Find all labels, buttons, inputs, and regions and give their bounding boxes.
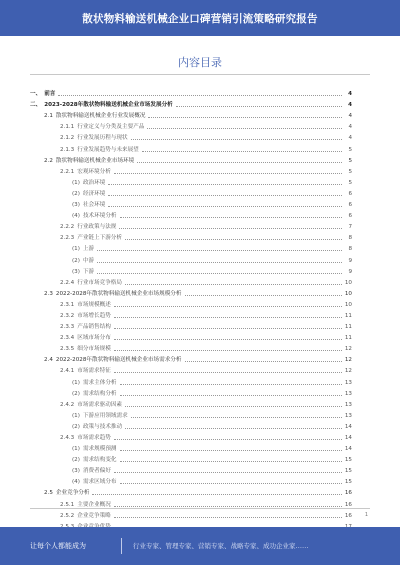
toc-entry[interactable] — [30, 419, 352, 430]
toc-entry-page: 12 — [344, 357, 352, 364]
toc-entry-text: 产品销售结构 — [77, 324, 111, 331]
toc-entry-number: 2.3.5 — [60, 346, 75, 353]
toc-entry[interactable] — [30, 386, 352, 397]
toc-entry-page: 13 — [344, 390, 352, 397]
toc-entry-text: 行业发展历程与现状 — [77, 135, 128, 142]
toc-entry-text: 散状物料输送机械企业市场环境 — [55, 157, 135, 164]
toc-entry-text: 2023-2028年散状物料输送机械企业市场发展分析 — [44, 102, 173, 109]
toc-leader-dots — [97, 272, 342, 274]
toc-entry-number: 2.2.2 — [60, 224, 75, 231]
toc-entry-page: 15 — [344, 457, 352, 464]
toc-entry-page: 14 — [344, 446, 352, 453]
toc-leader-dots — [131, 138, 342, 140]
toc-entry-number: 2.5.1 — [60, 501, 75, 508]
toc-entry-text: 需求区域分布 — [82, 479, 117, 486]
toc-entry-page: 11 — [344, 324, 352, 331]
toc-entry[interactable] — [30, 164, 352, 175]
toc-entry-page: 9 — [348, 257, 352, 264]
toc-leader-dots — [120, 394, 342, 396]
toc-entry[interactable] — [30, 275, 352, 286]
toc-entry-number: 2.3.4 — [60, 335, 75, 342]
toc-entry-text: 2022-2028年散状物料输送机械企业市场规模分析 — [55, 290, 182, 297]
toc-leader-dots — [92, 493, 342, 495]
toc-entry-number: 2.1.2 — [60, 135, 75, 142]
toc-entry-text: 行业发展趋势与未来展望 — [77, 146, 139, 153]
toc-entry-number: (3) — [72, 268, 80, 275]
toc-entry-number: 2.3.2 — [60, 312, 75, 319]
toc-leader-dots — [114, 471, 342, 473]
toc-entry-number: 2.5 — [44, 490, 53, 497]
toc-entry-number: 2.4 — [44, 357, 53, 364]
toc-entry[interactable] — [30, 186, 352, 197]
toc-entry[interactable] — [30, 452, 352, 463]
footer-divider — [121, 538, 122, 554]
toc-entry-text: 技术环境分析 — [82, 213, 117, 220]
toc-leader-dots — [97, 261, 342, 263]
table-of-contents — [30, 86, 352, 530]
toc-entry[interactable] — [30, 208, 352, 219]
toc-entry-page: 4 — [348, 124, 352, 131]
toc-entry-text: 需求结构分析 — [82, 390, 117, 397]
toc-bottom-rule — [30, 508, 370, 509]
toc-entry[interactable] — [30, 496, 352, 507]
toc-entry[interactable] — [30, 508, 352, 519]
toc-heading: 内容目录 — [178, 56, 222, 69]
toc-leader-dots — [176, 105, 342, 107]
toc-entry-text: 市场需求特征 — [77, 368, 111, 375]
toc-entry-text: 散状物料输送机械企业行业发展概况 — [55, 113, 146, 120]
header-band — [0, 0, 400, 36]
toc-leader-dots — [142, 150, 342, 152]
toc-entry-page: 10 — [344, 279, 352, 286]
toc-leader-dots — [125, 427, 342, 429]
toc-entry-text: 市场增长趋势 — [77, 312, 111, 319]
footer-tagline: 行业专家、管理专家、营销专家、战略专家、成功企业家…… — [133, 542, 309, 550]
footer-band — [0, 527, 400, 565]
toc-entry[interactable] — [30, 319, 352, 330]
toc-entry-page: 8 — [348, 246, 352, 253]
toc-entry-text: 需求结构变化 — [82, 457, 117, 464]
toc-entry[interactable] — [30, 175, 352, 186]
toc-entry-number: (3) — [72, 468, 80, 475]
page-number: 1 — [364, 512, 368, 518]
toc-entry-page: 5 — [348, 146, 352, 153]
toc-entry-page: 12 — [344, 346, 352, 353]
toc-entry[interactable] — [30, 341, 352, 352]
toc-entry-text: 企业竞争策略 — [77, 512, 111, 519]
toc-entry[interactable] — [30, 264, 352, 275]
toc-leader-dots — [120, 383, 342, 385]
toc-entry-page: 13 — [344, 412, 352, 419]
toc-entry-page: 16 — [344, 501, 352, 508]
toc-entry-text: 行业市场竞争格局 — [77, 279, 122, 286]
toc-entry-number: 2.2 — [44, 157, 53, 164]
toc-entry-text: 2022-2028年散状物料输送机械企业市场需求分析 — [55, 357, 182, 364]
toc-entry-page: 4 — [348, 113, 352, 120]
toc-entry[interactable] — [30, 153, 352, 164]
toc-leader-dots — [185, 294, 343, 296]
toc-leader-dots — [114, 349, 342, 351]
toc-entry-number: (1) — [72, 446, 80, 453]
toc-leader-dots — [120, 482, 342, 484]
toc-entry[interactable] — [30, 330, 352, 341]
toc-entry-page: 6 — [348, 213, 352, 220]
toc-entry-page: 4 — [348, 135, 352, 142]
toc-entry-page: 13 — [344, 401, 352, 408]
toc-entry[interactable] — [30, 197, 352, 208]
footer-slogan: 让每个人都能成为 — [30, 542, 86, 550]
toc-leader-dots — [125, 283, 342, 285]
toc-entry-number: 2.5.2 — [60, 512, 75, 519]
toc-entry-number: 2.2.1 — [60, 168, 75, 175]
toc-entry-page: 5 — [348, 157, 352, 164]
toc-entry-text: 行业定义与分类及主要产品 — [77, 124, 145, 131]
toc-entry-number: 二、 — [30, 102, 42, 109]
toc-entry-text: 区域市场分布 — [77, 335, 111, 342]
toc-entry-text: 政策与技术推动 — [82, 423, 123, 430]
toc-entry-text: 细分市场规模 — [77, 346, 111, 353]
toc-entry-page: 10 — [344, 301, 352, 308]
toc-entry-text: 社会环境 — [82, 202, 106, 209]
toc-entry[interactable] — [30, 141, 352, 152]
toc-entry[interactable] — [30, 363, 352, 374]
toc-entry-page: 5 — [348, 168, 352, 175]
toc-entry[interactable] — [30, 374, 352, 385]
toc-entry[interactable] — [30, 252, 352, 263]
toc-entry[interactable] — [30, 286, 352, 297]
toc-entry-number: (1) — [72, 379, 80, 386]
toc-entry-page: 16 — [344, 512, 352, 519]
toc-entry-number: (1) — [72, 246, 80, 253]
toc-entry-text: 经济环境 — [82, 190, 106, 197]
toc-entry-number: 2.4.3 — [60, 435, 75, 441]
toc-entry-page: 16 — [344, 490, 352, 497]
toc-entry-number: 一、 — [30, 91, 42, 98]
toc-entry-number: 2.3.1 — [60, 301, 75, 308]
toc-entry[interactable] — [30, 130, 352, 141]
toc-entry-page: 8 — [348, 235, 352, 242]
toc-leader-dots — [108, 194, 342, 196]
toc-leader-dots — [120, 216, 342, 218]
toc-entry-page: 11 — [344, 335, 352, 342]
toc-entry[interactable] — [30, 397, 352, 408]
toc-entry-number: (2) — [72, 257, 80, 264]
toc-entry-text: 政治环境 — [82, 179, 106, 186]
toc-entry-page: 14 — [344, 435, 352, 441]
toc-entry-number: (1) — [72, 412, 80, 419]
toc-entry[interactable] — [30, 474, 352, 485]
toc-entry[interactable] — [30, 119, 352, 130]
toc-leader-dots — [97, 249, 342, 251]
toc-entry-number: 2.2.3 — [60, 235, 75, 242]
toc-leader-dots — [58, 94, 342, 96]
toc-entry[interactable] — [30, 408, 352, 419]
toc-leader-dots — [108, 183, 342, 185]
toc-entry-text: 需求主体分析 — [82, 379, 117, 386]
toc-entry-text: 上游 — [82, 246, 95, 253]
toc-leader-dots — [120, 460, 342, 462]
toc-entry-page: 14 — [344, 423, 352, 430]
toc-entry[interactable] — [30, 485, 352, 496]
toc-entry-text: 产业链上下游分析 — [77, 235, 122, 242]
toc-entry[interactable] — [30, 97, 352, 108]
toc-entry-page: 9 — [348, 268, 352, 275]
toc-entry[interactable] — [30, 108, 352, 119]
toc-leader-dots — [114, 438, 342, 440]
toc-leader-dots — [114, 516, 342, 518]
toc-entry-text: 消费者偏好 — [82, 468, 111, 475]
toc-entry-number: (2) — [72, 423, 80, 430]
toc-leader-dots — [114, 172, 342, 174]
toc-leader-dots — [114, 305, 342, 307]
toc-leader-dots — [137, 161, 342, 163]
toc-entry-number: 2.4.1 — [60, 368, 75, 375]
toc-leader-dots — [114, 316, 342, 318]
toc-entry-page: 7 — [348, 224, 352, 231]
toc-entry[interactable] — [30, 352, 352, 363]
toc-leader-dots — [120, 449, 342, 451]
toc-entry[interactable] — [30, 297, 352, 308]
toc-entry[interactable] — [30, 230, 352, 241]
toc-entry-page: 4 — [348, 91, 352, 98]
toc-entry[interactable] — [30, 219, 352, 230]
toc-leader-dots — [125, 238, 342, 240]
toc-entry-text: 中游 — [82, 257, 95, 264]
toc-leader-dots — [114, 371, 342, 373]
toc-leader-dots — [114, 505, 342, 507]
toc-entry-number: (2) — [72, 457, 80, 464]
toc-entry-number: (1) — [72, 179, 80, 186]
toc-leader-dots — [108, 205, 342, 207]
toc-entry[interactable] — [30, 308, 352, 319]
toc-entry[interactable] — [30, 241, 352, 252]
toc-leader-dots — [119, 227, 342, 229]
toc-leader-dots — [114, 338, 342, 340]
toc-entry-text: 行业政策与法规 — [77, 224, 117, 231]
toc-entry-number: 2.1.3 — [60, 146, 75, 153]
toc-leader-dots — [185, 360, 343, 362]
toc-entry[interactable] — [30, 463, 352, 474]
toc-entry-text: 市场规模概述 — [77, 301, 111, 308]
toc-entry-number: 2.4.2 — [60, 401, 75, 408]
toc-entry-number: 2.3 — [44, 290, 53, 297]
toc-entry-page: 6 — [348, 202, 352, 209]
toc-entry-text: 前言 — [44, 91, 56, 98]
toc-leader-dots — [125, 405, 342, 407]
toc-entry[interactable] — [30, 86, 352, 97]
toc-entry-page: 11 — [344, 312, 352, 319]
toc-entry-number: 2.3.3 — [60, 324, 75, 331]
toc-leader-dots — [114, 327, 342, 329]
toc-leader-dots — [148, 116, 342, 118]
toc-entry-text: 下游 — [82, 268, 95, 275]
toc-entry-page: 15 — [344, 468, 352, 475]
report-title: 散状物料输送机械企业口碑营销引流策略研究报告 — [82, 12, 318, 25]
toc-entry-number: (2) — [72, 190, 80, 197]
toc-entry[interactable] — [30, 441, 352, 452]
toc-entry-text: 宏观环境分析 — [77, 168, 111, 175]
toc-entry-number: (2) — [72, 390, 80, 397]
toc-entry-page: 15 — [344, 479, 352, 486]
toc-entry-number: 2.1 — [44, 113, 53, 120]
toc-entry[interactable] — [30, 430, 352, 441]
toc-entry-number: (4) — [72, 213, 80, 220]
toc-entry-page: 4 — [348, 102, 352, 109]
toc-entry-page: 13 — [344, 379, 352, 386]
toc-leader-dots — [131, 416, 342, 418]
toc-entry-text: 企业竞争分析 — [55, 490, 90, 497]
toc-entry-text: 下游应用领域需求 — [82, 412, 128, 419]
toc-top-rule — [30, 74, 370, 75]
toc-entry-text: 市场需求趋势 — [77, 435, 111, 441]
toc-entry-number: (4) — [72, 479, 80, 486]
toc-entry-number: 2.2.4 — [60, 279, 75, 286]
toc-entry-number: (3) — [72, 202, 80, 209]
toc-entry-page: 12 — [344, 368, 352, 375]
toc-entry-page: 5 — [348, 179, 352, 186]
toc-entry-page: 6 — [348, 190, 352, 197]
toc-entry-text: 主要企业概况 — [77, 501, 111, 508]
toc-entry-page: 10 — [344, 290, 352, 297]
toc-leader-dots — [147, 127, 342, 129]
toc-entry-number: 2.1.1 — [60, 124, 75, 131]
toc-entry-text: 需求规模预测 — [82, 446, 117, 453]
toc-entry-text: 市场需求驱动因素 — [77, 401, 122, 408]
